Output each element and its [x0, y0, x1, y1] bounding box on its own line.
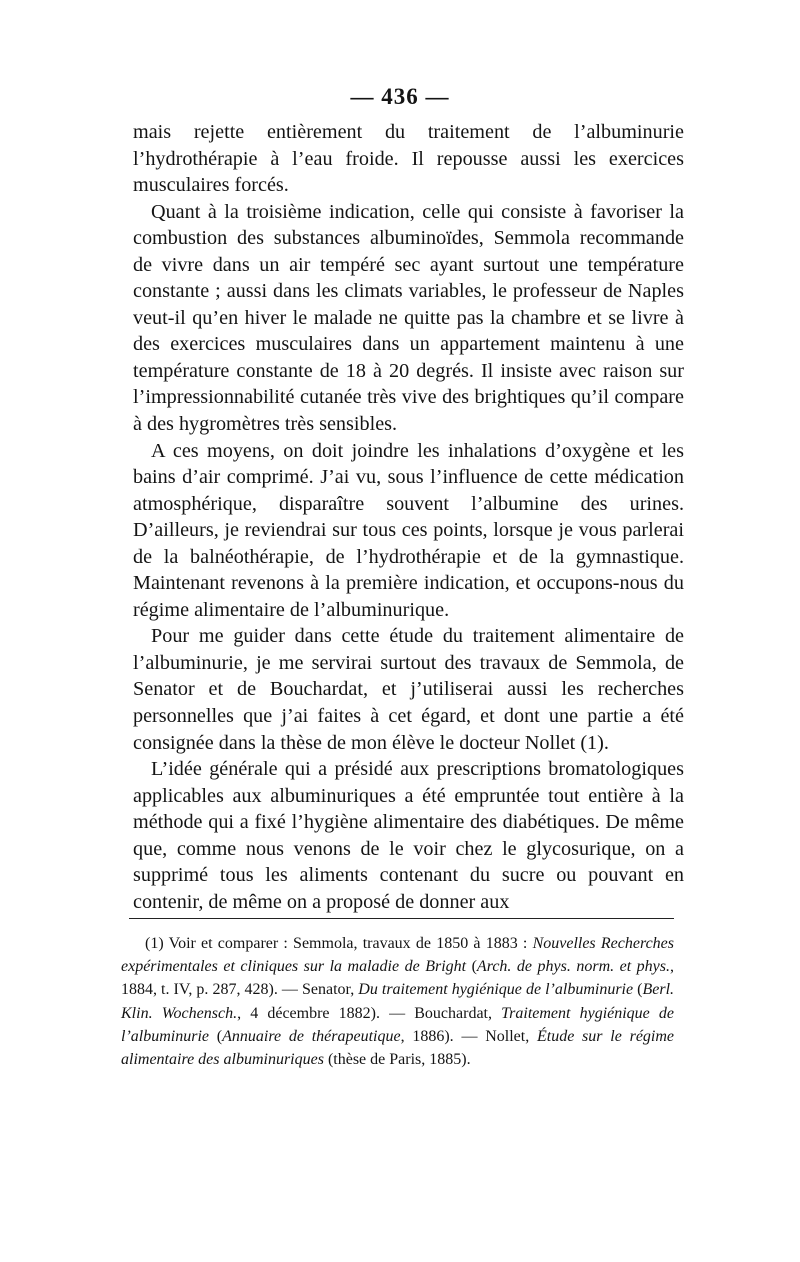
footnote-text: (thèse de Paris, 1885). [323, 1051, 471, 1069]
footnote-text: , 1884, t. IV, p. 287, 428). — Senator, [121, 958, 675, 999]
paragraph: A ces moyens, on doit joindre les inhalations d’oxygène et les bains d’air comprimé. J’ai vu, sous l’influence de cette médication atmosphérique, disparaître souvent l’albumine des urines. D’ailleurs, je reviendrai sur tous ces points, lorsque je vous parlerai de la balnéothérapie, de l’hydrothérapie et de la gymnastique. Maintenant revenons à la première indication, et occupons-nous du régime alimentaire de l’albuminurique. [133, 439, 684, 621]
footnote-title: Nouvelles Recherches expérimentales et cliniques sur la maladie de Bright [121, 935, 675, 976]
footnote-text: (1) Voir et comparer : Semmola, travaux de 1850 à 1883 : [145, 935, 533, 952]
paragraph: Quant à la troisième indication, celle qui consiste à favoriser la combustion des substances albuminoïdes, Semmola recommande de vivre dans un air tempéré sec ayant surtout une température constante ; aussi dans les climats variables, le professeur de Naples veut-il qu’en hiver le malade ne quitte pas la chambre et se livre à des exercices musculaires dans un appartement maintenu à une température constante de 18 à 20 degrés. Il insiste avec raison sur l’impressionnabilité cutanée très vive des brightiques qu’il compare à des hygromètres très sensibles. [133, 200, 684, 436]
paragraph: mais rejette entièrement du traitement de l’albuminurie l’hydrothérapie à l’eau froide. Il repousse aussi les exercices musculaires forcés. [133, 121, 684, 197]
footnote-title: Annuaire de thérapeutique [222, 1027, 401, 1045]
footnote-text: ( [209, 1027, 223, 1045]
footnote-title: Arch. de phys. norm. et phys. [476, 958, 671, 976]
paragraph: L’idée générale qui a présidé aux prescriptions bromatologiques applicables aux albuminuriques a été empruntée tout entière à la méthode qui a fixé l’hygiène alimentaire des diabétiques. De même que, comme nous venons de le voir chez le glycosurique, on a supprimé tous les aliments contenant du sucre ou pouvant en contenir, de même on a proposé de donner aux [133, 758, 684, 913]
footnote-text: , 1886). — Nollet, [400, 1027, 537, 1045]
footnote-title: Traitement hygiénique de l’albuminurie [121, 1004, 675, 1045]
footnote-text: ( [633, 981, 643, 999]
paragraph: Pour me guider dans cette étude du traitement alimentaire de l’albuminurie, je me servirai surtout des travaux de Semmola, de Senator et de Bouchardat, et j’utiliserai aussi les recherches personnelles que j’ai faites à cet égard, et dont une partie a été consignée dans la thèse de mon élève le docteur Nollet (1). [133, 625, 684, 754]
footnote-rule [129, 918, 674, 919]
footnote-title: Étude sur le régime alimentaire des albuminuriques [121, 1027, 675, 1069]
footnote [121, 932, 674, 1071]
page-number: — 436 — [350, 84, 450, 109]
footnote-text: , 4 décembre 1882). — Bouchardat, [237, 1004, 502, 1022]
body-text [133, 119, 684, 915]
footnote-title: Berl. Klin. Wochensch. [121, 981, 675, 1022]
footnote-text: ( [466, 958, 477, 976]
footnote-title: Du traitement hygiénique de l’albuminurie [358, 981, 634, 999]
